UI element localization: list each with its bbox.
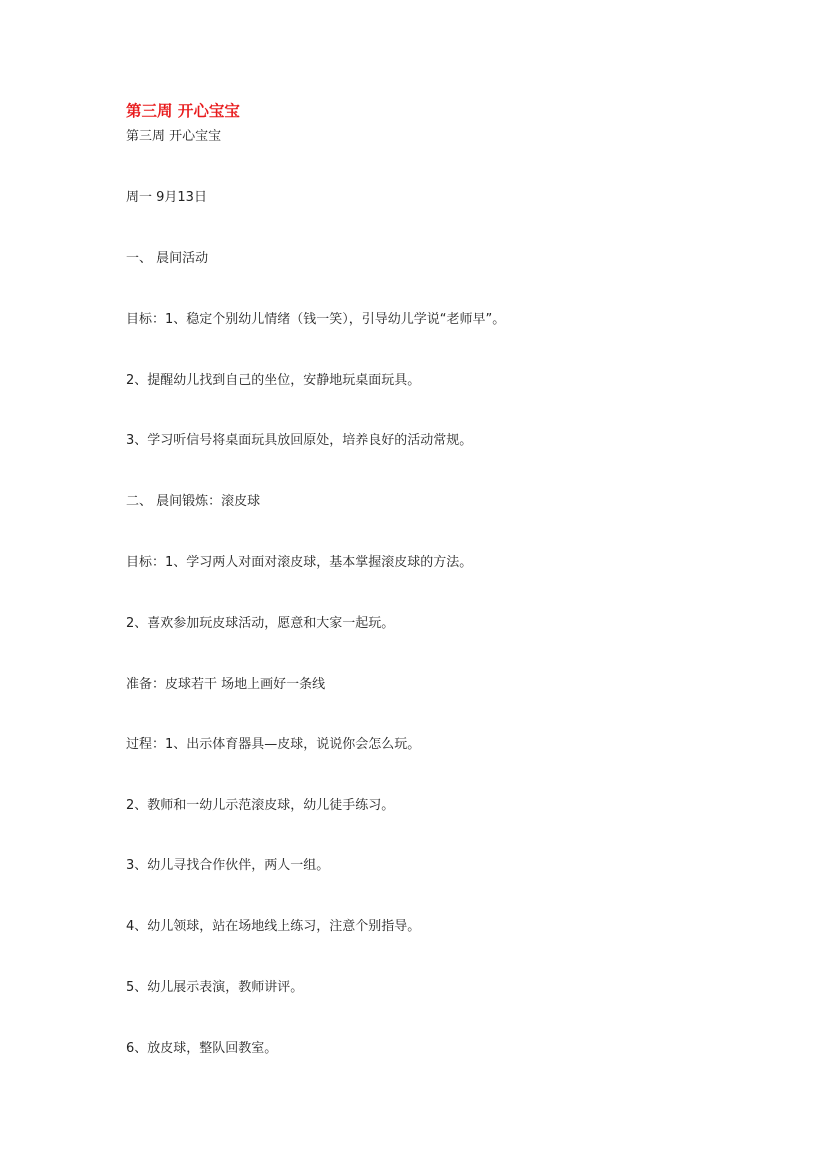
goal-line-1: 目标：1、稳定个别幼儿情绪（钱一笑），引导幼儿学说“老师早”。 <box>126 312 506 327</box>
goal-line-2: 2、提醒幼儿找到自己的坐位，安静地玩桌面玩具。 <box>126 373 421 388</box>
date-line: 周一 9月13日 <box>126 190 207 205</box>
exercise-goal-line-2: 2、喜欢参加玩皮球活动，愿意和大家一起玩。 <box>126 616 395 631</box>
exercise-goal-line-1: 目标：1、学习两人对面对滚皮球，基本掌握滚皮球的方法。 <box>126 555 473 570</box>
section-heading-morning-activity: 一、 晨间活动 <box>126 251 209 266</box>
process-step-5: 5、幼儿展示表演，教师讲评。 <box>126 980 304 995</box>
subtitle-line: 第三周 开心宝宝 <box>126 129 222 144</box>
preparation-line: 准备：皮球若干 场地上画好一条线 <box>126 677 326 692</box>
process-step-1: 过程：1、出示体育器具—皮球，说说你会怎么玩。 <box>126 737 421 752</box>
goal-line-3: 3、学习听信号将桌面玩具放回原处，培养良好的活动常规。 <box>126 433 473 448</box>
section-heading-morning-exercise: 二、 晨间锻炼：滚皮球 <box>126 494 261 509</box>
process-step-4: 4、幼儿领球，站在场地线上练习，注意个别指导。 <box>126 919 421 934</box>
process-step-6: 6、放皮球，整队回教室。 <box>126 1041 278 1056</box>
process-step-2: 2、教师和一幼儿示范滚皮球，幼儿徒手练习。 <box>126 798 395 813</box>
document-title: 第三周 开心宝宝 <box>126 102 240 120</box>
process-step-3: 3、幼儿寻找合作伙伴，两人一组。 <box>126 858 330 873</box>
